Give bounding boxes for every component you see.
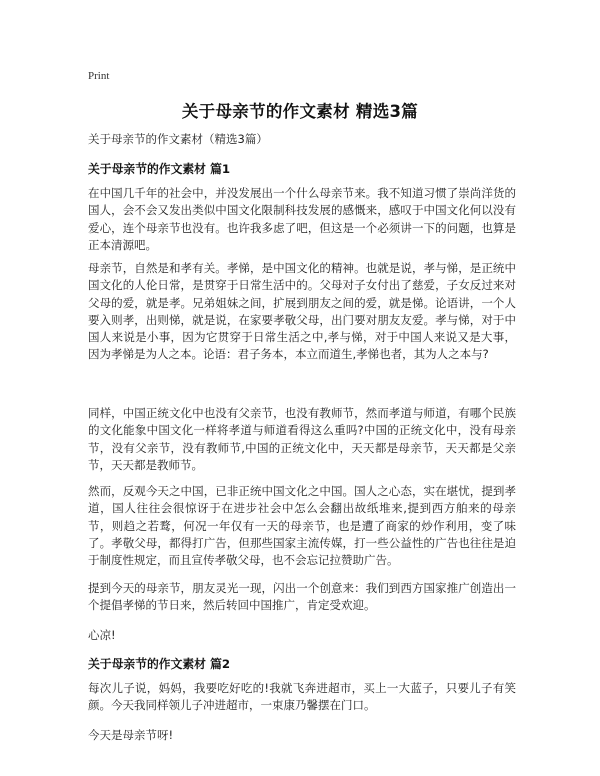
section-heading-1: 关于母亲节的作文素材 篇1: [88, 162, 231, 176]
paragraph: 每次儿子说，妈妈，我要吃好吃的!我就飞奔进超市，买上一大蓝子，只要儿子有笑颜。今天我同样领儿子冲进超市，一束康乃馨摆在门口。: [88, 681, 516, 713]
closing-line: 心凉!: [88, 628, 116, 642]
paragraph: 同样，中国正统文化中也没有父亲节，也没有教师节，然而孝道与师道，有哪个民族的文化能象中国文化一样将孝道与师道看得这么重吗?中国的正统文化中，没有母亲节，没有父亲节，没有教师节,中国的正统文化中，天天都是母亲节，天天都是父亲节，天天都是教师节。: [88, 406, 516, 472]
paragraph: 提到今天的母亲节，朋友灵光一现，闪出一个创意来：我们到西方国家推广创造出一个提倡孝悌的节日来，然后转回中国推广，肯定受欢迎。: [88, 581, 516, 613]
page-title: 关于母亲节的作文素材 精选3篇: [181, 102, 419, 121]
section-heading-2: 关于母亲节的作文素材 篇2: [88, 657, 231, 671]
paragraph: 然而，反观今天之中国，已非正统中国文化之中国。国人之心态，实在堪忧，提到孝道，国人往往会很惊讶于在进步社会中怎么会翻出故纸堆来,提到西方舶来的母亲节，则趋之若鹜，何况一年仅有一天的母亲节，也是遭了商家的炒作利用，变了味了。孝敬父母，都得打广告，但那些国家主流传媒，打一些公益性的广告也往往是迫于制度性规定，而且宣传孝敬父母，也不会忘记拉赞助广告。: [88, 484, 516, 568]
print-label: Print: [88, 70, 110, 82]
closing-line: 今天是母亲节呀!: [88, 728, 174, 742]
paragraph: 母亲节，自然是和孝有关。孝悌，是中国文化的精神。也就是说，孝与悌，是正统中国文化的人伦日常，是贯穿于日常生活中的。父母对子女付出了慈爱，子女反过来对父母的爱，就是孝。兄弟姐妹之间，扩展到朋友之间的爱，就是悌。论语讲，一个人要入则孝，出则悌，就是说，在家要孝敬父母，出门要对朋友友爱。孝与悌，对于中国人来说是小事，因为它贯穿于日常生活之中,孝与悌，对于中国人来说又是大事，因为孝悌是为人之本。论语：君子务本，本立而道生,孝悌也者，其为人之本与?: [88, 261, 516, 362]
paragraph: 在中国几千年的社会中，并没发展出一个什么母亲节来。我不知道习惯了崇尚洋货的国人，会不会又发出类似中国文化限制科技发展的感慨来，感叹于中国文化何以没有爱心，连个母亲节也没有。也许我多虑了吧，但这是一个必须讲一下的问题，也算是正本清源吧。: [88, 186, 516, 252]
document-subtitle: 关于母亲节的作文素材（精选3篇）: [88, 132, 268, 146]
